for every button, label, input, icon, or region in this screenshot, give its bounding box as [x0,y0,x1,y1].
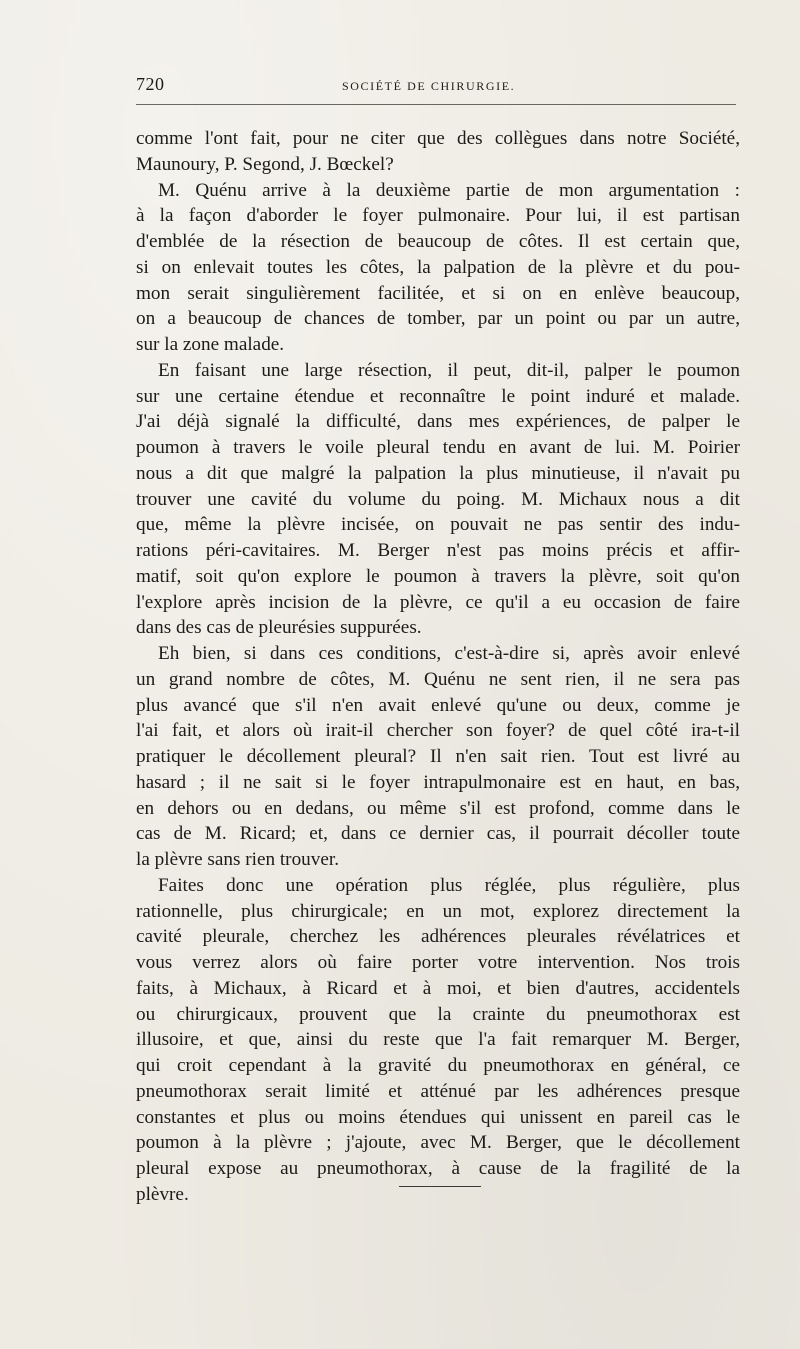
text-line: hasard ; il ne sait si le foyer intrapulmonaire est en haut, en bas, [136,771,740,793]
text-line: on a beaucoup de chances de tomber, par un point ou par un autre, [136,308,740,330]
text-line: sur la zone malade. [136,334,285,355]
text-line: l'explore après incision de la plèvre, ce qu'il a eu occasion de faire [136,591,740,613]
text-line: pleural expose au pneumothorax, à cause de la fragilité de la [136,1158,740,1179]
text-line: en dehors ou en dedans, ou même s'il est profond, comme dans le [136,797,740,819]
text-line: plèvre. [136,1183,189,1205]
page-number: 720 [136,74,165,94]
text-line: constantes et plus ou moins étendues qui unissent en pareil cas le [136,1106,740,1128]
end-rule [399,1186,481,1187]
paragraph [136,178,740,358]
text-line: Eh bien, si dans ces conditions, c'est-à-dire si, après avoir enlevé [158,643,740,664]
text-line: sur une certaine étendue et reconnaître le point induré et malade. [136,385,740,407]
text-line: faits, à Michaux, à Ricard et à moi, et bien d'autres, accidentels [136,977,740,999]
text-line: d'emblée de la résection de beaucoup de côtes. Il est certain que, [136,231,740,252]
text-line: cas de M. Ricard; et, dans ce dernier cas, il pourrait décoller toute [136,823,740,845]
body-text [136,126,740,1208]
page-header [136,74,736,100]
text-line: mon serait singulièrement facilitée, et si on en enlève beaucoup, [136,282,740,304]
text-line: poumon à la plèvre ; j'ajoute, avec M. Berger, que le décollement [136,1132,740,1154]
text-line: plus avancé que s'il n'en avait enlevé qu'une ou deux, comme je [136,694,740,716]
paragraph [136,873,740,1208]
text-line: pneumothorax serait limité et atténué par les adhérences presque [136,1080,740,1102]
text-line: Faites donc une opération plus réglée, plus régulière, plus [158,874,740,896]
text-line: pratiquer le décollement pleural? Il n'en sait rien. Tout est livré au [136,746,740,767]
text-line: J'ai déjà signalé la difficulté, dans mes expériences, de palper le [136,411,740,433]
text-line: poumon à travers le voile pleural tendu en avant de lui. M. Poirier [136,437,740,458]
text-line: rationnelle, plus chirurgicale; en un mot, explorez directement la [136,900,740,922]
paragraph [136,641,740,873]
text-line: rations péri-cavitaires. M. Berger n'est pas moins précis et affir- [136,540,740,561]
text-line: si on enlevait toutes les côtes, la palpation de la plèvre et du pou- [136,256,740,278]
text-line: nous a dit que malgré la palpation la plus minutieuse, il n'avait pu [136,462,740,484]
running-head: SOCIÉTÉ DE CHIRURGIE. [342,79,516,93]
paragraph [136,358,740,641]
text-line: illusoire, et que, ainsi du reste que l'a fait remarquer M. Berger, [136,1029,740,1051]
text-line: M. Quénu arrive à la deuxième partie de mon argumentation : [158,179,740,201]
text-line: que, même la plèvre incisée, on pouvait ne pas sentir des indu- [136,514,740,536]
header-rule [136,104,736,105]
paragraph [136,126,740,178]
text-line: cavité pleurale, cherchez les adhérences pleurales révélatrices et [136,926,740,948]
text-line: ou chirurgicaux, prouvent que la crainte du pneumothorax est [136,1003,740,1025]
text-line: dans des cas de pleurésies suppurées. [136,617,422,639]
text-line: Maunoury, P. Segond, J. Bœckel? [136,153,394,175]
text-line: En faisant une large résection, il peut, dit-il, palper le poumon [158,359,740,381]
text-line: la plèvre sans rien trouver. [136,849,339,870]
text-line: l'ai fait, et alors où irait-il chercher son foyer? de quel côté ira-t-il [136,720,740,742]
text-line: trouver une cavité du volume du poing. M. Michaux nous a dit [136,488,740,510]
text-line: un grand nombre de côtes, M. Quénu ne sent rien, il ne sera pas [136,668,740,690]
text-line: vous verrez alors où faire porter votre intervention. Nos trois [136,952,740,973]
text-line: matif, soit qu'on explore le poumon à travers la plèvre, soit qu'on [136,565,740,587]
text-line: à la façon d'aborder le foyer pulmonaire. Pour lui, il est partisan [136,205,740,227]
text-line: comme l'ont fait, pour ne citer que des collègues dans notre Société, [136,128,740,149]
text-line: qui croit cependant à la gravité du pneumothorax en général, ce [136,1055,740,1076]
